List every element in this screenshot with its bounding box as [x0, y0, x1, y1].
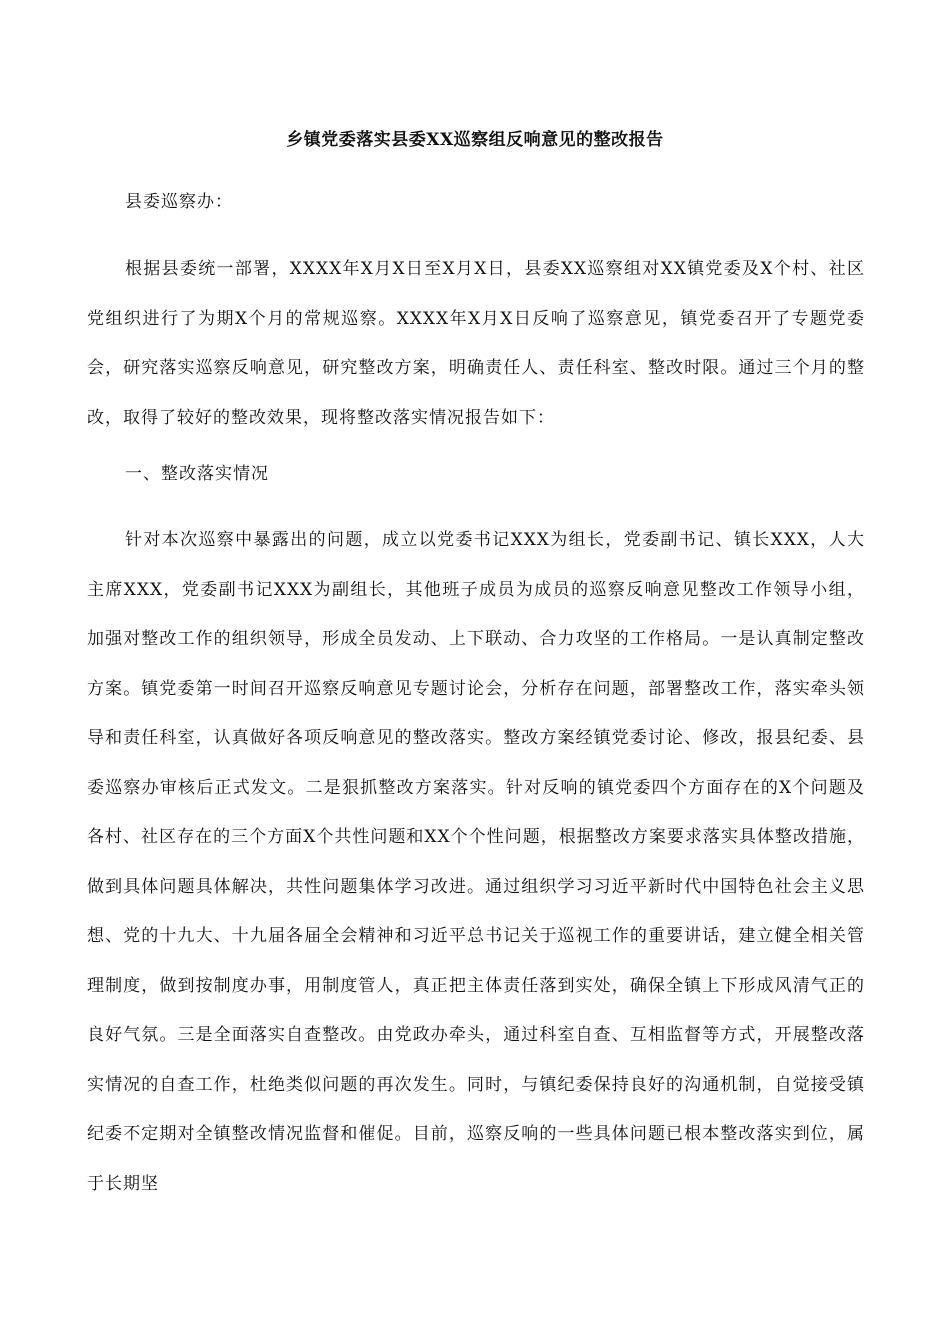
body-paragraph-2: 针对本次巡察中暴露出的问题，成立以党委书记XXX为组长，党委副书记、镇长XXX，人大主席XXX，党委副书记XXX为副组长，其他班子成员为成员的巡察反响意见整改工作领导小组，加强对整改工作的组织领导，形成全员发动、上下联动、合力攻坚的工作格局。一是认真制定整改方案。镇党委第一时间召开巡察反响意见专题讨论会，分析存在问题，部署整改工作，落实牵头领导和责任科室，认真做好各项反响意见的整改落实。整改方案经镇党委讨论、修改，报县纪委、县委巡察办审核后正式发文。二是狠抓整改方案落实。针对反响的镇党委四个方面存在的X个问题及各村、社区存在的三个方面X个共性问题和XX个个性问题，根据整改方案要求落实具体整改措施，做到具体问题具体解决，共性问题集体学习改进。通过组织学习习近平新时代中国特色社会主义思想、党的十九大、十九届各届全会精神和习近平总书记关于巡视工作的重要讲话，建立健全相关管理制度，做到按制度办事，用制度管人，真正把主体责任落到实处，确保全镇上下形成风清气正的良好气氛。三是全面落实自查整改。由党政办牵头，通过科室自查、互相监督等方式，开展整改落实情况的自查工作，杜绝类似问题的再次发生。同时，与镇纪委保持良好的沟通机制，自觉接受镇纪委不定期对全镇整改情况监督和催促。目前，巡察反响的一些具体问题已根本整改落实到位，属于长期坚 — [87, 530, 865, 1194]
document-title: 乡镇党委落实县委XX巡察组反响意见的整改报告 — [286, 130, 664, 150]
salutation: 县委巡察办： — [125, 192, 233, 212]
body-paragraph-1: 根据县委统一部署，XXXX年X月X日至X月X日，县委XX巡察组对XX镇党委及X个村、社区党组织进行了为期X个月的常规巡察。XXXX年X月X日反响了巡察意见，镇党委召开了专题党委会，研究落实巡察反响意见，研究整改方案，明确责任人、责任科室、整改时限。通过三个月的整改，取得了较好的整改效果，现将整改落实情况报告如下： — [87, 259, 865, 428]
section-heading-1: 一、整改落实情况 — [125, 464, 269, 484]
